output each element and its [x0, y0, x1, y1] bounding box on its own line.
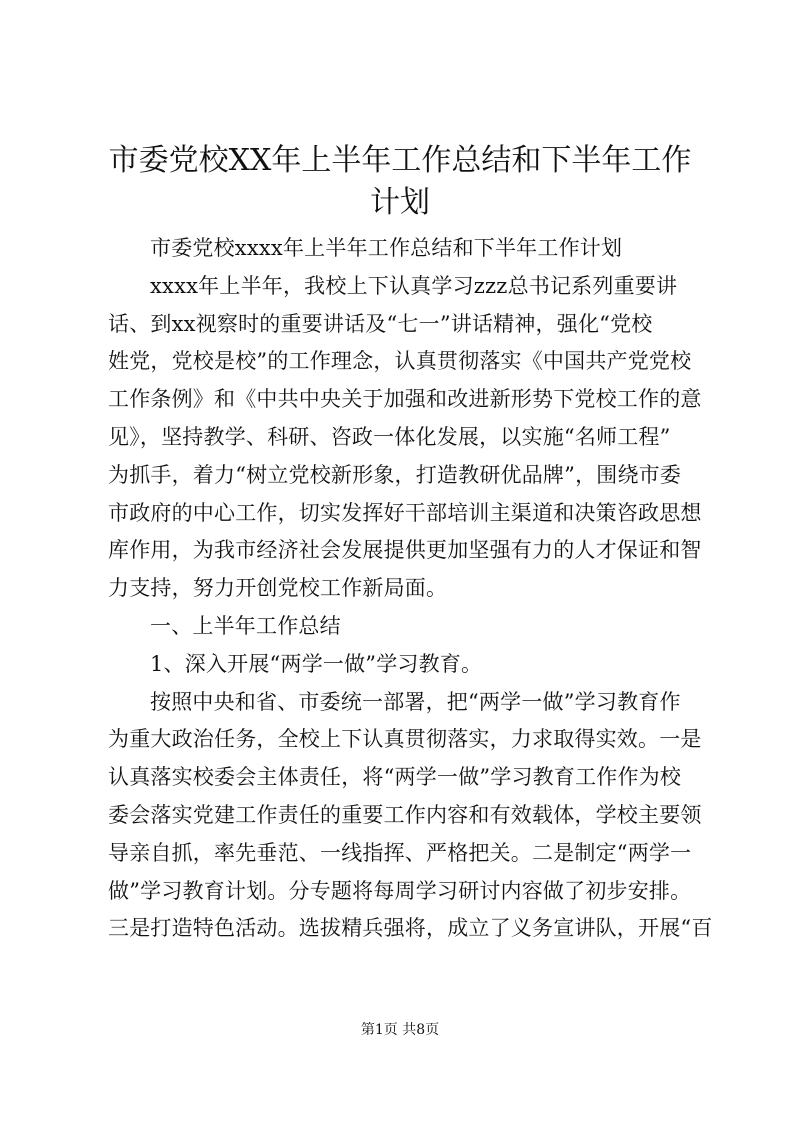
- document-title: [86, 140, 714, 224]
- section-heading: 一、上半年工作总结: [150, 613, 341, 638]
- paragraph-line-3: 姓党，党校是校”的工作理念，认真贯彻落实《中国共产党党校: [108, 349, 692, 374]
- document-body: [108, 230, 720, 948]
- paragraph-line-1: xxxx年上半年，我校上下认真学习zzz总书记系列重要讲: [150, 273, 678, 298]
- paragraph-line-7: 市政府的中心工作，切实发挥好干部培训主渠道和决策咨政思想: [108, 500, 702, 525]
- paragraph-line-8: 库作用，为我市经济社会发展提供更加坚强有力的人才保证和智: [108, 538, 702, 563]
- paragraph-line-4: 工作条例》和《中共中央关于加强和改进新形势下党校工作的意: [108, 387, 702, 412]
- paragraph-line-16: 三是打造特色活动。选拔精兵强将，成立了义务宣讲队，开展“百: [108, 916, 713, 941]
- paragraph-line-11: 为重大政治任务，全校上下认真贯彻落实，力求取得实效。一是: [108, 727, 702, 752]
- paragraph-line-15: 做”学习教育计划。分专题将每周学习研讨内容做了初步安排。: [108, 878, 692, 903]
- paragraph-line-14: 导亲自抓，率先垂范、一线指挥、严格把关。二是制定“两学一: [108, 840, 692, 865]
- subsection-heading: 1、深入开展“两学一做”学习教育。: [150, 651, 483, 676]
- paragraph-line-5: 见》，坚持教学、科研、咨政一体化发展，以实施“名师工程”: [108, 424, 671, 449]
- paragraph-line-9: 力支持，努力开创党校工作新局面。: [108, 576, 448, 601]
- paragraph-line-12: 认真落实校委会主体责任，将“两学一做”学习教育工作作为校: [108, 765, 682, 790]
- title-line-1: 市委党校XX年上半年工作总结和下半年工作: [108, 143, 692, 178]
- page-footer: 第1页 共8页: [360, 1022, 440, 1038]
- title-line-2: 计划: [370, 185, 430, 220]
- subtitle-line: 市委党校xxxx年上半年工作总结和下半年工作计划: [150, 236, 623, 260]
- paragraph-line-13: 委会落实党建工作责任的重要工作内容和有效载体，学校主要领: [108, 802, 702, 827]
- paragraph-line-6: 为抓手，着力“树立党校新形象，打造教研优品牌”，围绕市委: [108, 462, 682, 487]
- paragraph-line-2: 话、到xx视察时的重要讲话及“七一”讲话精神，强化“党校: [108, 311, 653, 336]
- paragraph-line-10: 按照中央和省、市委统一部署，把“两学一做”学习教育作: [150, 689, 681, 714]
